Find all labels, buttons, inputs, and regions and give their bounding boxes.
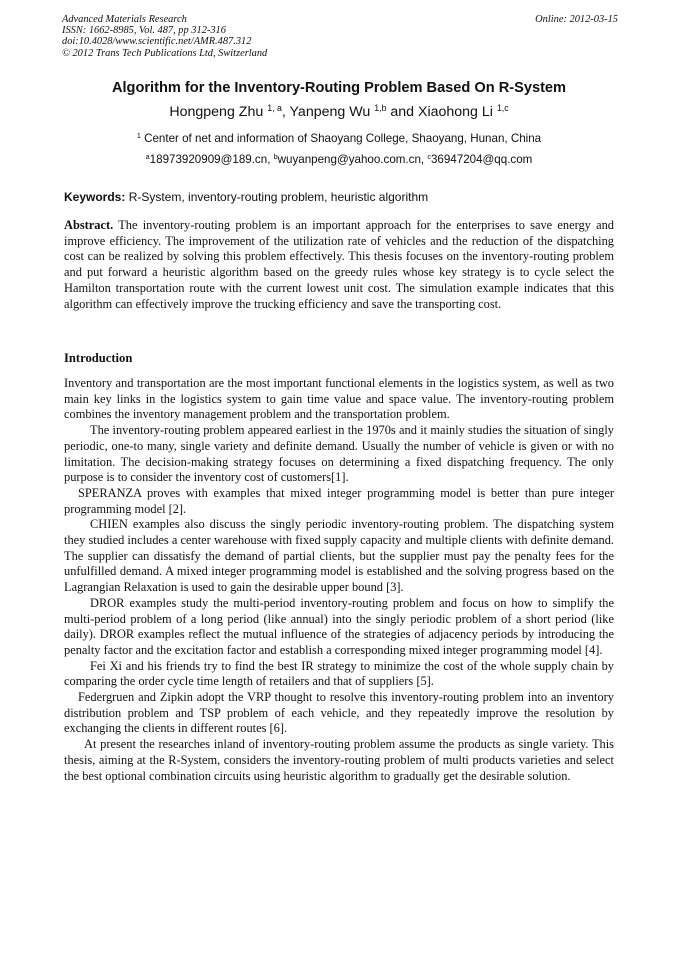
author-affiliation-mark: 1, a: [267, 103, 282, 114]
email-mark: a: [145, 152, 150, 162]
email-list: $^a$18973920909@189.cn, $^b$wuyanpeng@yahoo.com.cn, $^c$36947204@qq.com: [145, 152, 533, 166]
email-mark: b: [273, 152, 278, 162]
abstract-text: The inventory-routing problem is an important approach for the enterprises to save energy and improve efficiency. The improvement of the utilization rate of vehicles and the reduction of the dispatching cost can be realized by solving this problem effectively. This thesis focuses on the inventory-routing problem and put forward a heuristic algorithm based on the greedy rules whose key strategy is to cycle select the Hamilton transportation route with the current lowest unit cost. The simulation example indicates that this algorithm can effectively improve the trucking efficiency and save the transporting cost.: [64, 218, 614, 311]
paragraph: Inventory and transportation are the most important functional elements in the logistics system, as well as two main key links in the logistics system to gain time value and space value. The inventory-routing problem combines the inventory management problem and the transportation problem.: [64, 376, 614, 422]
author-separator: and: [386, 104, 418, 120]
keywords-text: R-System, inventory-routing problem, heuristic algorithm: [125, 190, 429, 204]
affiliation-text: Center of net and information of Shaoyang College, Shaoyang, Hunan, China: [144, 132, 542, 145]
paragraph: Federgruen and Zipkin adopt the VRP thought to resolve this inventory-routing problem into an inventory distribution problem and TSP problem of each vehicle, and they repeatedly improve the resolution by exchanging the clients in different routes [6].: [64, 690, 614, 736]
email-address: 36947204@qq.com: [430, 153, 533, 166]
keywords-label: Keywords:: [64, 190, 126, 204]
journal-header: [62, 14, 618, 59]
abstract-label: Abstract.: [64, 218, 114, 232]
issn-line: ISSN: 1662-8985, Vol. 487, pp 312-316: [62, 25, 226, 37]
author-list: [0, 104, 678, 120]
doi-line: doi:10.4028/www.scientific.net/AMR.487.312: [62, 36, 252, 48]
journal-name: Advanced Materials Research: [62, 14, 187, 25]
paper-title: Algorithm for the Inventory-Routing Problem Based On R-System: [111, 80, 567, 96]
paragraph: DROR examples study the multi-period inventory-routing problem and focus on how to simplify the multi-period problem of a long period (like annual) into the singly periodic problem of a short period (like daily). DROR examples reflect the mutual influence of the strategies of adjacency periods by introducing the penalty factor and the excitation factor and establish a corresponding mixed integer programming model [4].: [64, 595, 614, 657]
introduction-body: [64, 376, 614, 784]
email-mark: c: [427, 152, 431, 162]
paragraph: CHIEN examples also discuss the singly periodic inventory-routing problem. The dispatching system they studied includes a center warehouse with fixed supply capacity and multiple clients with definite demand. The supplier can dissatisfy the demand of partial clients, but the supplier must pay the penalty fees for the unfulfilled demand. A mixed integer programming model is established and the solving progress based on the Lagrangian Relaxation is used to gain the desirable upper bound [3].: [64, 517, 614, 595]
author-name: Yanpeng Wu: [289, 104, 371, 120]
affiliation-mark: 1: [136, 131, 141, 141]
email-address: wuyanpeng@yahoo.com.cn: [277, 153, 421, 166]
section-heading-introduction: Introduction: [64, 351, 133, 365]
copyright-line: © 2012 Trans Tech Publications Ltd, Switzerland: [62, 47, 268, 59]
email-address: 18973920909@189.cn: [149, 153, 268, 166]
affiliation: [0, 132, 678, 145]
author-affiliation-mark: 1,c: [496, 103, 509, 114]
paragraph: The inventory-routing problem appeared earliest in the 1970s and it mainly studies the situation of singly periodic, one-to many, single variety and definite demand. Usually the number of vehicle is given or with no limitation. The decision-making strategy focuses on determining a fixed dispatching frequency. The only purpose is to consider the inventory cost of customers[1].: [64, 423, 614, 485]
online-date: Online: 2012-03-15: [535, 14, 618, 25]
author-affiliation-mark: 1,b: [374, 103, 387, 114]
keywords: [64, 190, 616, 204]
paragraph: Fei Xi and his friends try to find the best IR strategy to minimize the cost of the whole supply chain by comparing the order cycle time length of retailers and that of suppliers [5].: [64, 658, 614, 689]
author-separator: ,: [281, 104, 290, 120]
author-name: Hongpeng Zhu: [169, 104, 264, 120]
author-name: Xiaohong Li: [417, 104, 493, 120]
paragraph: SPERANZA proves with examples that mixed integer programming model is better than pure integer programming model [2].: [64, 485, 614, 516]
paragraph: At present the researches inland of inventory-routing problem assume the products as single variety. This thesis, aiming at the R-System, considers the inventory-routing problem of multi products varieties and select the best optional combination circuits using heuristic algorithm to gradually get the desirable solution.: [64, 737, 614, 783]
abstract: [64, 218, 614, 312]
